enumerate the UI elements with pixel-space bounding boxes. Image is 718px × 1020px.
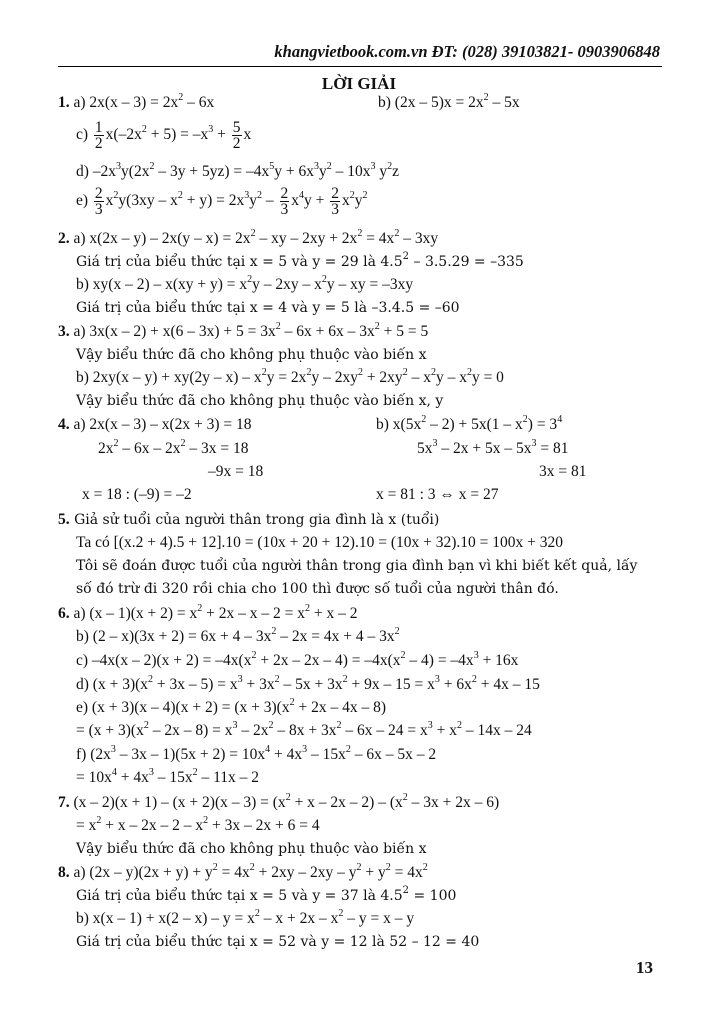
numerator: 2 — [94, 184, 103, 202]
expr: x — [243, 126, 252, 143]
exponent: 2 — [357, 366, 363, 378]
exponent: 2 — [96, 814, 102, 826]
expr: – y = x – y — [343, 910, 415, 927]
expr: – 3x + 2x – 6) — [407, 794, 500, 811]
text: Giả sử tuổi của người thân trong gia đình là x (tuổi) — [74, 512, 440, 528]
expr: – 3y + 5yz) = –4x — [154, 163, 270, 180]
expr: = 10x — [76, 769, 112, 786]
exponent: 2 — [306, 366, 312, 378]
expr: b) 2xy(x – y) + xy(2y – x) – x — [76, 369, 262, 386]
expr: a) 2x(x – 3) = 2x — [73, 94, 179, 111]
expr: + 9x – 15 = x — [347, 676, 435, 693]
expr: – 4) = –4x — [405, 652, 474, 669]
exponent: 2 — [522, 413, 528, 425]
exponent: 2 — [247, 273, 253, 285]
exponent: 2 — [254, 907, 260, 919]
exponent: 2 — [257, 189, 262, 201]
problem-6-b — [76, 625, 400, 646]
problem-1-e — [76, 184, 368, 218]
expr: b) xy(x – 2) – x(xy + y) = x — [76, 276, 248, 293]
problem-2-a-value — [76, 253, 524, 271]
text: Giá trị của biểu thức tại x = 5 và y = 29 là 4.5 — [76, 254, 403, 270]
exponent: 3 — [370, 160, 376, 172]
problem-1-a — [58, 91, 215, 112]
expr: – — [262, 192, 274, 209]
exponent: 2 — [192, 766, 198, 778]
expr: – 15x — [307, 746, 346, 763]
expr: – 6x – 2x — [118, 440, 181, 457]
fraction — [94, 120, 104, 151]
exponent: 2 — [268, 719, 274, 731]
exponent: 2 — [385, 861, 391, 873]
expr: + — [213, 126, 226, 143]
exponent: 2 — [471, 673, 477, 685]
problem-3-b — [76, 366, 504, 387]
expr: c) — [76, 126, 89, 143]
expr: – 6x — [183, 94, 215, 111]
expr: = (x + 3)(x — [76, 722, 144, 739]
expr: – 3xy — [399, 230, 439, 247]
expr: = 4x — [362, 230, 395, 247]
expr: z — [392, 163, 400, 180]
problem-number: 6. — [58, 605, 70, 622]
fraction — [280, 186, 290, 217]
expr: d) –2x — [76, 163, 117, 180]
exponent: 2 — [271, 625, 277, 637]
exponent: 5 — [269, 160, 275, 172]
exponent: 2 — [321, 273, 327, 285]
expr: = 4x — [217, 864, 250, 881]
numerator: 2 — [331, 184, 339, 202]
problem-6-e-line2 — [76, 719, 532, 740]
text: Giá trị của biểu thức tại x = 5 và y = 37 là 4.5 — [76, 888, 403, 904]
problem-number: 1. — [58, 94, 70, 111]
problem-6-f-line2 — [76, 766, 260, 787]
expr: + 2x – 4x – 8) — [294, 699, 386, 716]
expr: – x + 2x – x — [259, 910, 339, 927]
exponent: 2 — [289, 696, 295, 708]
expr: – 6x – 5x – 2 — [350, 746, 437, 763]
expr: = 81 — [536, 440, 569, 457]
exponent: 2 — [305, 602, 311, 614]
text: = 100 — [409, 888, 457, 904]
problem-6-a — [58, 602, 358, 623]
expr: – 2x — [237, 722, 269, 739]
expr: – 15x — [153, 769, 193, 786]
expr: + 4x – 15 — [476, 676, 540, 693]
problem-5-line4: số đó trừ đi 320 rồi chia cho 100 thì được số tuổi của người thân đó. — [76, 581, 559, 597]
expr: a) 2x(x – 3) – x(2x + 3) = 18 — [73, 416, 252, 433]
exponent: 3 — [116, 160, 122, 172]
expr: + 3x – 5) = x — [153, 676, 238, 693]
expr: y – x — [435, 369, 467, 386]
exponent: 3 — [314, 160, 319, 172]
expr: a) (2x – y)(2x + y) + y — [73, 864, 213, 881]
exponent: 2 — [113, 437, 119, 449]
expr: y(3xy – x — [118, 192, 178, 209]
problem-number: 3. — [58, 323, 70, 340]
exponent: 2 — [466, 366, 472, 378]
exponent: 2 — [394, 227, 400, 239]
expr: y – 2xy – x — [252, 276, 322, 293]
expr: y — [319, 163, 327, 180]
problem-4-b-line4: x = 81 : 3 ⇔ x = 27 — [376, 486, 499, 503]
problem-3-a-conclusion: Vậy biểu thức đã cho không phụ thuộc vào biến x — [76, 347, 427, 363]
exponent: 3 — [110, 743, 116, 755]
problem-8-a-value — [76, 887, 456, 905]
expr: a) x(2x – y) – 2x(y – x) = 2x — [73, 230, 251, 247]
numerator: 5 — [232, 118, 241, 136]
expr: y — [354, 192, 363, 209]
problem-3-a — [58, 320, 429, 341]
problem-number: 7. — [58, 794, 70, 811]
expr: b) x(x – 1) + x(2 – x) – y = x — [76, 910, 255, 927]
expr: + y) = 2x — [182, 192, 245, 209]
expr: (x – 2)(x + 1) – (x + 2)(x – 3) = (x — [73, 794, 286, 811]
expr: – 2x – 8) = x — [148, 722, 233, 739]
problem-4-a-line1 — [58, 416, 252, 434]
expr: – xy – 2xy + 2x — [255, 230, 358, 247]
exponent: 3 — [302, 743, 308, 755]
exponent: 4 — [265, 743, 271, 755]
exponent: 2 — [402, 791, 408, 803]
exponent: 2 — [336, 719, 342, 731]
exponent: 2 — [249, 861, 255, 873]
exponent: 2 — [400, 649, 406, 661]
exponent: 2 — [362, 189, 368, 201]
exponent: 2 — [261, 366, 267, 378]
exponent: 2 — [349, 189, 355, 201]
exponent: 2 — [356, 861, 362, 873]
problem-1-c — [76, 118, 251, 152]
problem-number: 4. — [58, 416, 70, 433]
problem-2-a — [58, 227, 439, 248]
expr: – 6x + 6x – 3x — [280, 323, 375, 340]
exponent: 2 — [338, 907, 344, 919]
problem-7-line1 — [58, 791, 500, 812]
problem-6-d — [76, 673, 540, 694]
expr: + 5 = 5 — [379, 323, 429, 340]
exponent: 3 — [208, 123, 214, 135]
problem-number: 2. — [58, 230, 70, 247]
problem-6-c — [76, 649, 519, 670]
expr: e) (x + 3)(x – 4)(x + 2) = (x + 3)(x — [76, 699, 290, 716]
expr: – 5x + 3x — [279, 676, 343, 693]
problem-5-line3: Tôi sẽ đoán được tuổi của người thân trong gia đình bạn vì khi biết kết quả, lấy — [76, 558, 638, 574]
problem-3-b-conclusion: Vậy biểu thức đã cho không phụ thuộc vào biến x, y — [76, 393, 444, 409]
problem-5-line1 — [58, 511, 439, 529]
exponent: 2 — [387, 160, 393, 172]
exponent: 2 — [177, 189, 183, 201]
expr: d) (x + 3)(x — [76, 676, 149, 693]
numerator: 1 — [94, 118, 103, 136]
expr: + x — [432, 722, 457, 739]
exponent: 2 — [402, 885, 410, 897]
expr: y(2x — [121, 163, 150, 180]
exponent: 2 — [251, 649, 257, 661]
expr: – 3x – 1)(5x + 2) = 10x — [115, 746, 266, 763]
exponent: 2 — [212, 861, 218, 873]
problem-number: 5. — [58, 511, 70, 528]
numerator: 2 — [280, 184, 289, 202]
exponent: 2 — [113, 189, 119, 201]
expr: + x – 2x – 2 – x — [101, 817, 204, 834]
problem-4-a-line3: –9x = 18 — [208, 463, 264, 480]
expr: y – 2xy — [311, 369, 358, 386]
expr: 3x = 81 — [539, 463, 587, 480]
exponent: 2 — [430, 366, 436, 378]
expr: y = 2x — [266, 369, 307, 386]
problem-8-b — [76, 907, 415, 928]
expr: x — [291, 192, 299, 209]
exponent: 4 — [299, 189, 304, 201]
denominator: 3 — [331, 200, 339, 218]
exponent: 2 — [197, 602, 203, 614]
denominator: 2 — [232, 134, 241, 152]
problem-1-b — [378, 91, 520, 112]
fraction — [232, 120, 242, 151]
expr: y — [249, 192, 257, 209]
exponent: 2 — [148, 673, 154, 685]
exponent: 2 — [422, 861, 428, 873]
expr: + x – 2x – 2) – (x — [290, 794, 403, 811]
exponent: 3 — [432, 437, 438, 449]
expr: + 5) = –x — [146, 126, 209, 143]
exponent: 2 — [149, 160, 155, 172]
exponent: 3 — [237, 673, 243, 685]
expr: = x — [76, 817, 97, 834]
expr: – 11x – 2 — [197, 769, 260, 786]
expr: + y — [361, 864, 386, 881]
page-header — [60, 42, 660, 62]
denominator: 3 — [94, 200, 103, 218]
expr: – 10x — [331, 163, 371, 180]
exponent: 2 — [421, 413, 427, 425]
exponent: 3 — [531, 437, 537, 449]
expr: y = 0 — [471, 369, 504, 386]
exponent: 2 — [457, 719, 462, 731]
text: – 3.5.29 = –335 — [409, 254, 524, 270]
expr: – 2) + 5x(1 – x — [426, 416, 523, 433]
expr: 5x — [417, 440, 433, 457]
exponent: 4 — [111, 766, 117, 778]
expr: – 2x + 5x – 5x — [437, 440, 532, 457]
expr: x — [105, 192, 114, 209]
expr: + 2xy – 2xy – y — [254, 864, 357, 881]
exponent: 3 — [473, 649, 479, 661]
fraction — [330, 186, 340, 217]
problem-8-a — [58, 861, 428, 882]
exponent: 2 — [374, 320, 380, 332]
exponent: 2 — [342, 673, 348, 685]
expr: + 4x — [116, 769, 149, 786]
problem-6-e-line1 — [76, 696, 386, 717]
exponent: 4 — [557, 413, 563, 425]
expr: b) x(5x — [376, 416, 422, 433]
expr: + 3x — [242, 676, 275, 693]
exponent: 2 — [274, 673, 280, 685]
exponent: 2 — [402, 251, 410, 263]
expr: + 4x — [270, 746, 303, 763]
problem-7-line2 — [76, 814, 320, 835]
expr: e) — [76, 192, 89, 209]
problem-1-d — [76, 160, 400, 181]
exponent: 3 — [232, 719, 238, 731]
problem-6-f-line1 — [76, 743, 437, 764]
expr: f) (2x — [76, 746, 111, 763]
problem-4-b-line1 — [376, 413, 563, 434]
exponent: 2 — [180, 437, 186, 449]
publisher-site[interactable]: khangvietbook.com.vn — [274, 42, 428, 61]
problem-4-a-line2 — [98, 437, 249, 458]
expr: – 6x – 24 = x — [341, 722, 428, 739]
expr: 2x — [98, 440, 114, 457]
expr: + 2x – 2x – 4) = –4x(x — [256, 652, 401, 669]
fraction — [94, 186, 104, 217]
exponent: 2 — [357, 227, 363, 239]
exponent: 2 — [326, 160, 332, 172]
problem-4-b-line3 — [539, 463, 587, 481]
expr: – 2x = 4x + 4 – 3x — [276, 628, 395, 645]
problem-2-b — [76, 273, 414, 294]
expr: = 4x — [390, 864, 423, 881]
expr: + 3x – 2x + 6 = 4 — [208, 817, 320, 834]
problem-8-b-value: Giá trị của biểu thức tại x = 52 và y = 12 là 52 – 12 = 40 — [76, 934, 480, 950]
problem-number: 8. — [58, 864, 70, 881]
expr: y — [375, 163, 388, 180]
expr: b) (2 – x)(3x + 2) = 6x + 4 – 3x — [76, 628, 272, 645]
problem-4-a-line4: x = 18 : (–9) = –2 — [82, 486, 192, 503]
exponent: 3 — [434, 673, 440, 685]
page-number: 13 — [636, 958, 653, 977]
exponent: 2 — [275, 320, 281, 332]
publisher-contact: ĐT: (028) 39103821- 0903906848 — [431, 42, 660, 61]
expr: + x – 2 — [310, 605, 358, 622]
expr: + 6x — [439, 676, 472, 693]
expr: + 2xy — [362, 369, 403, 386]
expr: c) –4x(x – 2)(x + 2) = –4x(x — [76, 652, 252, 669]
problem-2-b-value: Giá trị của biểu thức tại x = 4 và y = 5 là –3.4.5 = –60 — [76, 300, 460, 316]
expr: – x — [407, 369, 431, 386]
expr: a) 3x(x – 2) + x(6 – 3x) + 5 = 3x — [73, 323, 276, 340]
expr: a) (x – 1)(x + 2) = x — [73, 605, 198, 622]
problem-7-conclusion: Vậy biểu thức đã cho không phụ thuộc vào biến x — [76, 841, 427, 857]
exponent: 3 — [427, 719, 433, 731]
expr: x(–2x — [105, 126, 142, 143]
expr: y + 6x — [274, 163, 314, 180]
problem-5-line2: Ta có [(x.2 + 4).5 + 12].10 = (10x + 20 + 12).10 = (10x + 32).10 = 100x + 320 — [76, 534, 563, 551]
section-title: LỜI GIẢI — [321, 74, 397, 93]
expr: b) (2x – 5)x = 2x — [378, 94, 484, 111]
exponent: 2 — [394, 625, 400, 637]
denominator: 3 — [280, 200, 289, 218]
expr: – 5x — [488, 94, 520, 111]
exponent: 2 — [250, 227, 256, 239]
expr: – 14x – 24 — [462, 722, 532, 739]
exponent: 2 — [483, 91, 489, 103]
exponent: 2 — [143, 719, 149, 731]
exponent: 3 — [244, 189, 250, 201]
header-rule — [58, 66, 662, 67]
exponent: 2 — [345, 743, 351, 755]
expr: + 16x — [478, 652, 519, 669]
exponent: 2 — [141, 123, 147, 135]
expr: – 8x + 3x — [273, 722, 337, 739]
exponent: 2 — [402, 366, 408, 378]
expr: ) = 3 — [527, 416, 558, 433]
expr: – 3x = 18 — [185, 440, 249, 457]
denominator: 2 — [94, 134, 103, 152]
problem-4-b-line2 — [417, 437, 569, 458]
expr: y + — [304, 192, 325, 209]
exponent: 3 — [148, 766, 154, 778]
expr: x — [342, 192, 350, 209]
exponent: 2 — [178, 91, 184, 103]
expr: y – xy = –3xy — [326, 276, 414, 293]
exponent: 2 — [203, 814, 209, 826]
expr: + 2x – x – 2 = x — [202, 605, 306, 622]
exponent: 2 — [285, 791, 291, 803]
